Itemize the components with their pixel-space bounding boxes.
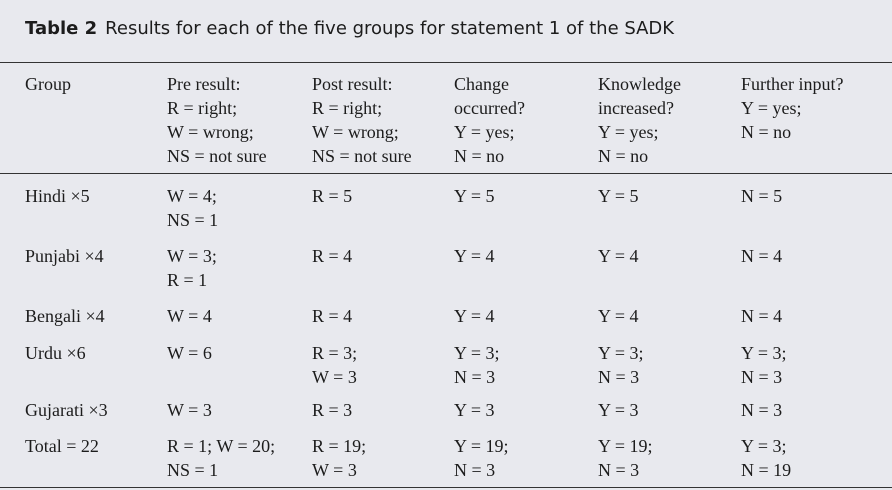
cell-post-result: R = 3 (312, 400, 353, 420)
header-knowledge-increased: Knowledge increased? Y = yes; N = no (598, 74, 681, 166)
cell-pre-result: R = 1; W = 20; NS = 1 (167, 436, 276, 480)
header-group: Group (25, 74, 71, 94)
cell-change-occurred: Y = 3 (454, 400, 495, 420)
cell-further-input: N = 4 (741, 306, 783, 326)
cell-pre-result: W = 4 (167, 306, 212, 326)
cell-pre-result: W = 3 (167, 400, 212, 420)
cell-group: Total = 22 (25, 436, 99, 456)
cell-knowledge-increased: Y = 5 (598, 186, 639, 206)
cell-knowledge-increased: Y = 19; N = 3 (598, 436, 653, 480)
cell-post-result: R = 4 (312, 246, 353, 266)
header-change-occurred: Change occurred? Y = yes; N = no (454, 74, 525, 166)
bottom-rule (0, 487, 892, 488)
cell-group: Urdu ×6 (25, 343, 86, 363)
cell-post-result: R = 19; W = 3 (312, 436, 367, 480)
cell-pre-result: W = 6 (167, 343, 212, 363)
table-caption (25, 18, 674, 39)
cell-group: Punjabi ×4 (25, 246, 104, 266)
cell-knowledge-increased: Y = 4 (598, 306, 639, 326)
cell-change-occurred: Y = 5 (454, 186, 495, 206)
cell-change-occurred: Y = 4 (454, 246, 495, 266)
header-rule (0, 173, 892, 174)
header-post-result: Post result: R = right; W = wrong; NS = not sure (312, 74, 412, 166)
cell-post-result: R = 5 (312, 186, 353, 206)
cell-pre-result: W = 3; R = 1 (167, 246, 217, 290)
cell-pre-result: W = 4; NS = 1 (167, 186, 219, 230)
cell-further-input: Y = 3; N = 3 (741, 343, 787, 387)
cell-group: Bengali ×4 (25, 306, 105, 326)
cell-post-result: R = 3; W = 3 (312, 343, 358, 387)
cell-further-input: Y = 3; N = 19 (741, 436, 792, 480)
cell-change-occurred: Y = 3; N = 3 (454, 343, 500, 387)
cell-knowledge-increased: Y = 3 (598, 400, 639, 420)
top-rule (0, 62, 892, 63)
header-pre-result: Pre result: R = right; W = wrong; NS = not sure (167, 74, 267, 166)
cell-group: Hindi ×5 (25, 186, 90, 206)
cell-change-occurred: Y = 19; N = 3 (454, 436, 509, 480)
cell-knowledge-increased: Y = 4 (598, 246, 639, 266)
cell-post-result: R = 4 (312, 306, 353, 326)
cell-further-input: N = 3 (741, 400, 783, 420)
table-caption-text: Results for each of the five groups for statement 1 of the SADK (105, 18, 675, 39)
cell-knowledge-increased: Y = 3; N = 3 (598, 343, 644, 387)
cell-further-input: N = 5 (741, 186, 783, 206)
cell-further-input: N = 4 (741, 246, 783, 266)
cell-group: Gujarati ×3 (25, 400, 108, 420)
cell-change-occurred: Y = 4 (454, 306, 495, 326)
table-label: Table 2 (25, 18, 98, 39)
header-further-input: Further input? Y = yes; N = no (741, 74, 844, 142)
